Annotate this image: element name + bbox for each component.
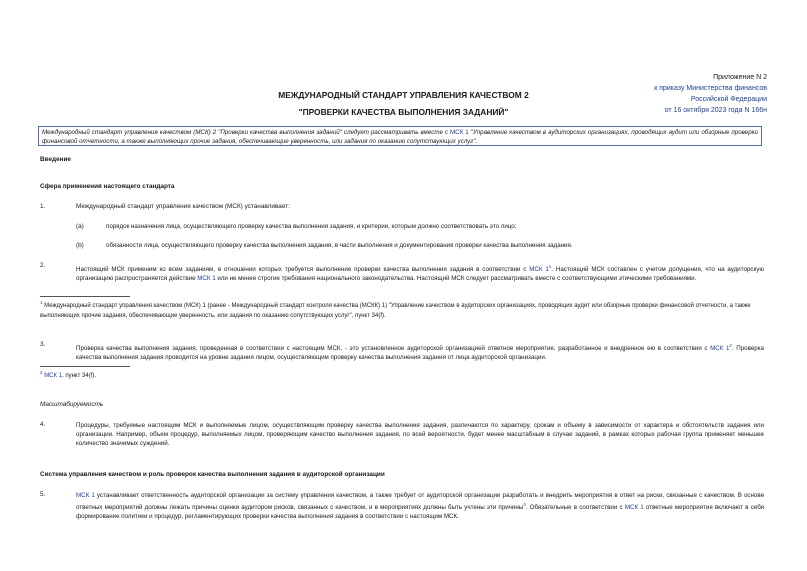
section-scalability-heading: Масштабируемость <box>40 401 104 408</box>
footnote-1-text: Международный стандарт управления качеством (МСК) 1 (ранее - Международный стандарт контроля качества (МСКК) 1) "Управление качеством в аудиторских организациях, проводящих аудит или обзорные проверки финансовой отчетности, а также выполняющих прочие задания, обеспечивающие уверенность, или задания по оказанию сопутствующих услуг", пункт 34(f). <box>40 303 751 319</box>
footnote-2-mark[interactable]: 2 <box>40 370 43 375</box>
para-5-number: 5. <box>40 491 46 498</box>
footnote-ref-1[interactable]: 1 <box>548 264 552 269</box>
para-2-text-2: . Настоящий МСК составлен с учетом допущения, что на аудиторскую организацию распространяется действие <box>76 266 765 283</box>
footnote-2-link-isqm1[interactable]: МСК 1 <box>44 373 63 379</box>
note-link-isqm1[interactable]: МСК 1 <box>450 129 469 136</box>
footnote-ref-2[interactable]: 2 <box>729 343 732 348</box>
section-scope-heading: Сфера применения настоящего стандарта <box>40 183 175 190</box>
para-2-number: 2. <box>40 262 46 269</box>
para-1-text: Международный стандарт управления качеством (МСК) устанавливает: <box>76 203 290 210</box>
para-4-text: Процедуры, требуемые настоящим МСК и выполняемые лицом, осуществляющим проверку качества выполнения задания, различаются по характеру, срокам и объему в зависимости от характера и обстоятельств задания или организации. Например, объем процедур, выполняемых лицом, проверяющим качество выполнения задания, по всей вероятности, будет менее масштабным в случае заданий, в рамках которых рабочая группа применяет меньшее количество значимых суждений. <box>76 422 764 447</box>
para-5-text <box>76 491 764 521</box>
para-3-text-2: . Проверка качества выполнения задания проводится на уровне задания лицом, осуществляющим проверку качества выполнения задания от лица аудиторской организации. <box>76 345 764 362</box>
annex-line-3[interactable]: Российской Федерации <box>690 96 767 103</box>
footnote-separator-2 <box>40 366 130 367</box>
para-2-link-isqm1-2[interactable]: МСК 1 <box>197 275 216 283</box>
para-4-number: 4. <box>40 421 46 428</box>
footnote-ref-3[interactable]: 3 <box>523 502 526 507</box>
para-1a-text: порядок назначения лица, осуществляющего проверку качества выполнения задания, и критерии, которым должно соответствовать это лицо; <box>106 223 517 230</box>
footnote-2-text: , пункт 34(f). <box>62 373 97 379</box>
footnote-1-mark[interactable]: 1 <box>40 300 43 305</box>
para-3-number: 3. <box>40 341 46 348</box>
annex-line-4[interactable]: от 16 октября 2023 года N 166н <box>664 107 767 114</box>
document-title: МЕЖДУНАРОДНЫЙ СТАНДАРТ УПРАВЛЕНИЯ КАЧЕСТВОМ 2 <box>278 90 529 100</box>
para-2-link-isqm1[interactable]: МСК 1 <box>529 266 549 274</box>
annex-line-2[interactable]: к приказу Министерства финансов <box>654 85 767 92</box>
para-1b-text: обязанности лица, осуществляющего проверку качества выполнения задания, в части выполнения и документирования проверки качества выполнения задания. <box>106 242 573 249</box>
para-5-link-isqm1[interactable]: МСК 1 <box>76 492 95 499</box>
section-system-heading: Система управления качеством и роль проверок качества выполнения задания в аудиторской организации <box>40 471 385 478</box>
para-1-number: 1. <box>40 203 46 210</box>
footnote-2 <box>40 368 764 381</box>
footnote-1 <box>40 298 764 321</box>
para-2-text <box>76 262 764 283</box>
note-text-2: "Управление качеством в аудиторских организациях, проводящих аудит или обзорные проверки финансовой отчетности, а также выполняющих прочие задания, обеспечивающие уверенность, или задания по оказанию сопутствующих услуг". <box>42 129 759 145</box>
para-1b-label: (b) <box>76 242 84 249</box>
para-2-text-3: или не менее строгие требования национального законодательства. Настоящий МСК следует рассматривать вместе с соответствующими этическими требованиями. <box>215 275 697 283</box>
note-box <box>38 126 762 146</box>
para-3-text-1: Проверка качества выполнения задания, проведенная в соответствии с настоящим МСК, - это установленное аудиторской организацией ответное мероприятие, разработанное и внедренное ею в соответствии с <box>76 345 711 353</box>
para-1a-label: (a) <box>76 223 84 230</box>
para-5-link-isqm1-2[interactable]: МСК 1 <box>624 504 644 512</box>
para-5-text-2: . Обязательные в соответствии с <box>525 504 625 512</box>
para-5-text-3: ответные мероприятия включают в себя формирование политики и процедур, регламентирующих проверки качества выполнения задания в соответствии с настоящим МСК. <box>76 504 765 521</box>
document-subtitle: "ПРОВЕРКИ КАЧЕСТВА ВЫПОЛНЕНИЯ ЗАДАНИЙ" <box>298 107 509 117</box>
footnote-separator-1 <box>40 296 130 297</box>
para-3-text <box>76 341 764 362</box>
para-2-text-1: Настоящий МСК применим ко всем заданиям, в отношении которых требуется выполнение проверки качества выполнения задания в соответствии с <box>76 266 530 274</box>
annex-line-1: Приложение N 2 <box>713 74 767 81</box>
para-3-link-isqm1[interactable]: МСК 1 <box>710 345 730 353</box>
section-intro-heading: Введение <box>40 156 71 163</box>
para-5-text-1: устанавливает ответственность аудиторской организации за систему управления качеством, а также требует от аудиторской организации разработать и внедрить мероприятия в ответ на риски, связанные с качеством. В основе ответных мероприятий должны лежать причины оценки аудитором рисков, связанных с качеством, и в мероприятиях должны быть учтены эти причины <box>76 492 765 512</box>
note-text-1: Международный стандарт управления качеством (МСК) 2 "Проверки качества выполнения заданий" следует рассматривать вместе с <box>42 129 451 136</box>
